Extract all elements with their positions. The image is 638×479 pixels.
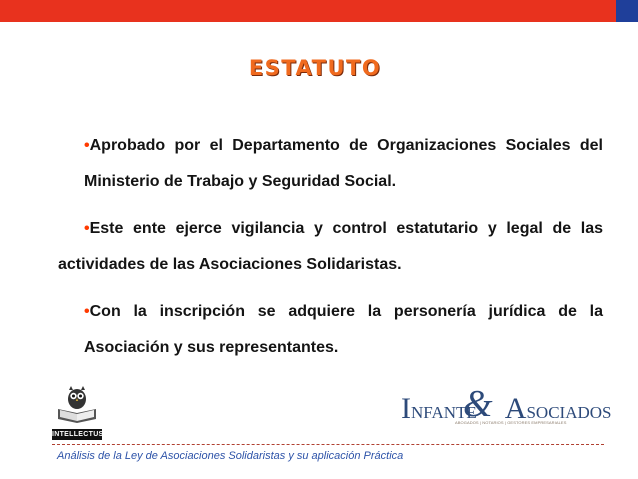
intellectus-label: INTELLECTUS (52, 431, 104, 438)
header-bar-accent (616, 0, 638, 22)
logo-tagline: ABOGADOS | NOTARIOS | GESTORES EMPRESARIALES (455, 420, 567, 425)
owl-book-icon (52, 385, 102, 429)
bullet-marker: • (84, 303, 90, 320)
bullet-text: Aprobado por el Departamento de Organizaciones Sociales del Ministerio de Trabajo y Seguridad Social. (84, 137, 603, 190)
ampersand-mark: & (463, 383, 493, 425)
logo-wordmark: INFANTE ASOCIADOS (401, 392, 612, 425)
footer-divider (52, 444, 604, 445)
header-bar (0, 0, 638, 22)
footer-text: Análisis de la Ley de Asociaciones Solidaristas y su aplicación Práctica (57, 450, 404, 462)
bullet-item (58, 128, 603, 200)
bullet-marker: • (84, 220, 90, 237)
infante-asociados-logo (395, 383, 612, 434)
bullet-item (58, 211, 603, 283)
intellectus-logo (52, 385, 102, 440)
bullet-text: Con la inscripción se adquiere la personería jurídica de la Asociación y sus representantes. (84, 303, 603, 356)
bullet-marker: • (84, 137, 90, 154)
bullet-text: Este ente ejerce vigilancia y control estatutario y legal de las actividades de las Asociaciones Solidaristas. (58, 220, 603, 273)
slide-title: ESTATUTO (248, 56, 382, 80)
bullet-item (58, 294, 603, 366)
bullet-list (58, 128, 603, 377)
